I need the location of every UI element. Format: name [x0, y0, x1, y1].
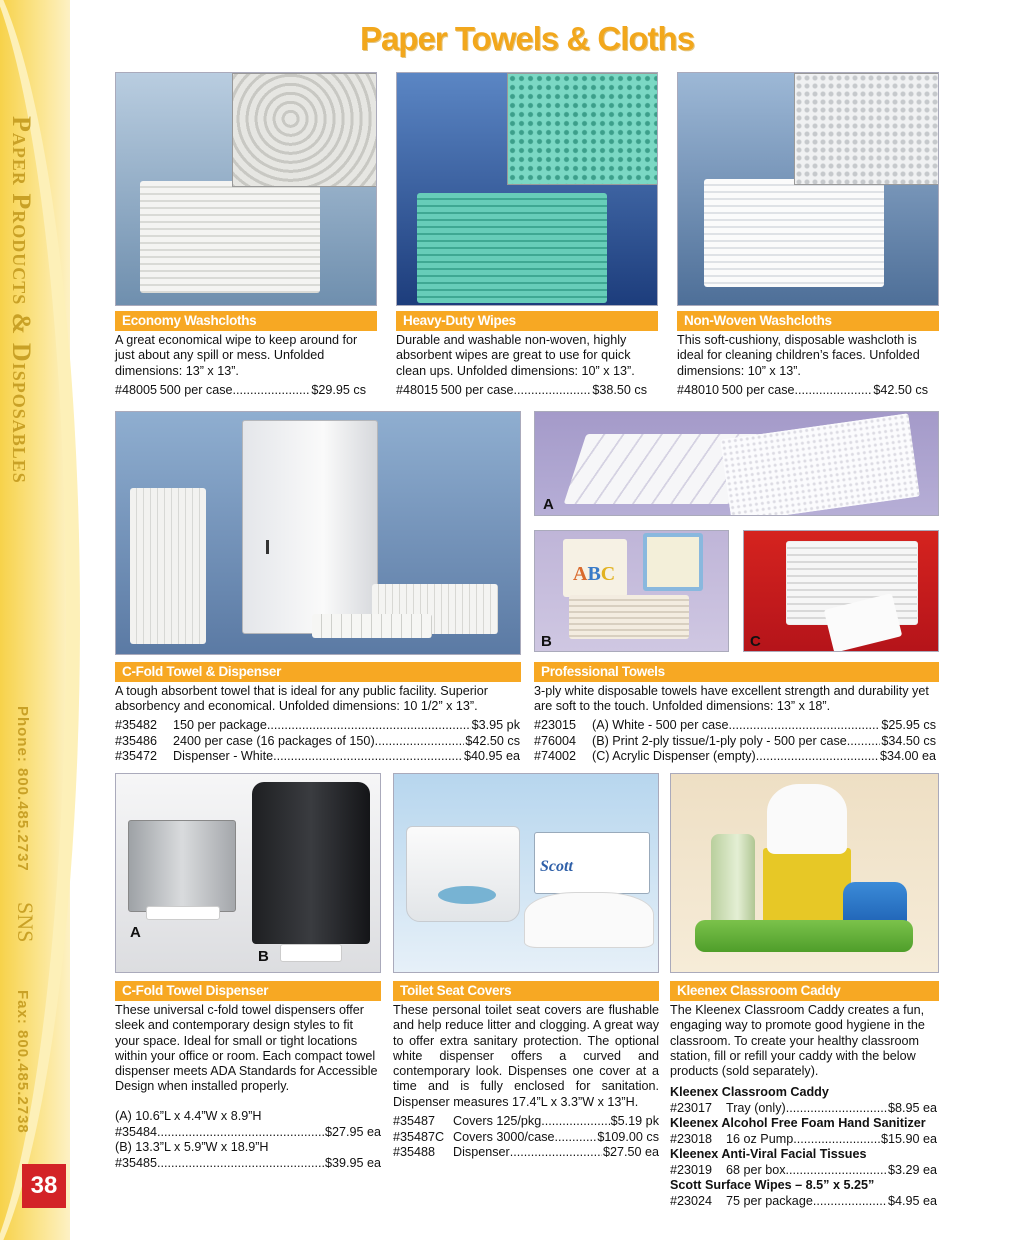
toilet-seat-title-bar: Toilet Seat Covers	[393, 981, 659, 1001]
kleenex-group-heading: Kleenex Classroom Caddy	[670, 1085, 829, 1099]
kleenex-group-heading: Kleenex Anti-Viral Facial Tissues	[670, 1147, 867, 1161]
item-desc: (A) White - 500 per case	[592, 718, 729, 732]
label-b: B	[258, 948, 269, 965]
kleenex-caddy-photo	[670, 773, 939, 973]
dispenser-description: These universal c-fold towel dispensers offer sleek and contemporary design styles to fit your space. Ideal for small or tight locations within your office or room. Each compact towel dispenser meets ADA Standards for Accessible Design when installed properly.	[115, 1003, 378, 1094]
item-desc: Tray (only)	[726, 1100, 786, 1115]
item-desc: Covers 125/pkg	[453, 1114, 542, 1128]
item-sku: #35472	[115, 749, 158, 763]
professional-item	[534, 718, 936, 734]
item-desc: Dispenser - White	[173, 749, 274, 763]
item-price: $3.29 ea	[887, 1162, 937, 1177]
economy-title-bar: Economy Washcloths	[115, 311, 377, 331]
item-price: $34.00 ea	[879, 749, 936, 763]
page-title: Paper Towels & Cloths	[359, 20, 695, 57]
toilet-seat-item	[393, 1114, 659, 1130]
non-woven-item	[677, 383, 928, 399]
professional-photo-b: ABC B	[534, 530, 729, 652]
item-sku: #48015	[396, 383, 439, 397]
item-desc: Covers 3000/case	[453, 1129, 555, 1144]
item-price: $27.95 ea	[324, 1124, 381, 1139]
c-fold-item	[115, 734, 520, 750]
item-sku: #23019	[670, 1162, 713, 1177]
c-fold-item-list	[115, 718, 520, 765]
item-price: $38.50 cs	[592, 383, 647, 397]
professional-title-bar: Professional Towels	[534, 662, 939, 682]
dispenser-dimension-b: (B) 13.3”L x 5.9”W x 18.9”H	[115, 1140, 269, 1154]
item-sku: #48005	[115, 383, 158, 397]
item-desc: 75 per package	[726, 1193, 813, 1208]
item-sku: #35487C	[393, 1129, 445, 1144]
dispenser-dimension-a: (A) 10.6”L x 4.4”W x 8.9”H	[115, 1109, 262, 1123]
kleenex-group-heading: Scott Surface Wipes – 8.5” x 5.25”	[670, 1178, 875, 1192]
kleenex-item-list	[670, 1085, 937, 1209]
item-desc: (B) Print 2-ply tissue/1-ply poly - 500 per case	[592, 733, 847, 748]
item-sku: #35487	[393, 1114, 436, 1128]
item-price: $39.95 ea	[324, 1155, 381, 1170]
kleenex-item	[670, 1101, 937, 1117]
non-woven-title-bar: Non-Woven Washcloths	[677, 311, 939, 331]
item-sku: #35484	[115, 1124, 158, 1139]
c-fold-description: A tough absorbent towel that is ideal for any public facility. Superior absorbency and economical. Unfolded dimensions: 10 1/2” x 13”.	[115, 684, 488, 714]
economy-item	[115, 383, 366, 399]
item-price: $29.95 cs	[311, 383, 366, 397]
item-desc: 150 per package	[173, 718, 267, 732]
economy-description: A great economical wipe to keep around for just about any spill or mess. Unfolded dimensions: 13” x 13”.	[115, 333, 358, 378]
item-sku: #74002	[534, 749, 577, 763]
heavy-duty-title-bar: Heavy-Duty Wipes	[396, 311, 658, 331]
dispenser-item	[115, 1156, 381, 1172]
professional-item	[534, 734, 936, 750]
kleenex-group-heading: Kleenex Alcohol Free Foam Hand Sanitizer	[670, 1116, 926, 1130]
item-desc: 2400 per case (16 packages of 150)	[173, 733, 375, 748]
heavy-duty-description: Durable and washable non-woven, highly absorbent wipes are great to use for quick clean ups. Unfolded dimensions: 10” x 13”.	[396, 333, 635, 378]
heavy-duty-photo	[396, 72, 658, 306]
toilet-seat-item	[393, 1145, 659, 1161]
side-band	[0, 0, 96, 1240]
item-price: $15.90 ea	[880, 1131, 937, 1146]
non-woven-description: This soft-cushiony, disposable washcloth is ideal for cleaning children’s faces. Unfolded dimensions: 10” x 13”.	[677, 333, 920, 378]
label-a: A	[543, 496, 554, 513]
item-price: $27.50 ea	[602, 1145, 659, 1159]
item-price: $40.95 ea	[463, 749, 520, 763]
dispenser-item-list	[115, 1109, 381, 1171]
side-logo: SNS	[13, 902, 38, 943]
toilet-box-brand: Scott	[540, 858, 573, 875]
item-sku: #23017	[670, 1100, 713, 1115]
economy-photo	[115, 72, 377, 306]
side-fax: Fax: 800.485.2738	[14, 990, 31, 1134]
item-desc: 500 per case	[159, 383, 233, 397]
kleenex-title-bar: Kleenex Classroom Caddy	[670, 981, 939, 1001]
toilet-seat-item-list	[393, 1114, 659, 1161]
dispenser-item	[115, 1125, 381, 1141]
item-price: $5.19 pk	[610, 1114, 659, 1128]
item-sku: #23024	[670, 1193, 713, 1208]
page-number: 38	[22, 1164, 66, 1208]
item-sku: #76004	[534, 733, 577, 748]
c-fold-item	[115, 718, 520, 734]
item-price: $25.95 cs	[881, 718, 936, 732]
kleenex-item	[670, 1132, 937, 1148]
item-desc: 16 oz Pump	[726, 1131, 794, 1146]
professional-description: 3-ply white disposable towels have excellent strength and durability yet are soft to the touch. Unfolded dimensions: 13” x 18”.	[534, 684, 929, 714]
label-b: B	[541, 633, 552, 650]
item-sku: #48010	[677, 383, 720, 397]
item-desc: 68 per box	[726, 1162, 786, 1177]
item-price: $109.00 cs	[597, 1129, 659, 1144]
kleenex-item	[670, 1163, 937, 1179]
toilet-seat-item	[393, 1130, 659, 1146]
item-sku: #23018	[670, 1131, 713, 1146]
item-sku: #35482	[115, 718, 158, 732]
kleenex-description: The Kleenex Classroom Caddy creates a fun, engaging way to promote good hygiene in the classroom. To create your healthy classroom station, fill or refill your caddy with the below products (sold separately).	[670, 1003, 925, 1079]
non-woven-photo	[677, 72, 939, 306]
toilet-seat-photo	[393, 773, 659, 973]
item-desc: 500 per case	[721, 383, 795, 397]
item-price: $4.95 ea	[887, 1193, 937, 1208]
item-desc: Dispenser	[453, 1145, 510, 1159]
professional-item-list	[534, 718, 936, 765]
dispenser-photo	[115, 773, 381, 973]
item-sku: #35486	[115, 733, 158, 748]
toilet-seat-description: These personal toilet seat covers are flushable and help reduce litter and clogging. A great way to offer extra sanitary protection. The optional white dispenser offers a curved and contemporary look. Dispenses one cover at a time and is fully enclosed for sanitation. Dispenser measures 17.4”L x 3.3”W x 13”H.	[393, 1003, 659, 1109]
item-price: $3.95 pk	[471, 718, 520, 732]
c-fold-item	[115, 749, 520, 765]
professional-photo-c	[743, 530, 939, 652]
side-phone: Phone: 800.485.2737	[14, 706, 31, 872]
item-price: $8.95 ea	[887, 1100, 937, 1115]
c-fold-photo	[115, 411, 521, 655]
item-sku: #35485	[115, 1155, 158, 1170]
item-desc: 500 per case	[440, 383, 514, 397]
c-fold-title-bar: C-Fold Towel & Dispenser	[115, 662, 521, 682]
professional-photo-a	[534, 411, 939, 516]
label-c: C	[750, 633, 761, 650]
item-desc: (C) Acrylic Dispenser (empty)	[592, 749, 756, 763]
item-sku: #35488	[393, 1145, 436, 1159]
item-price: $42.50 cs	[465, 733, 520, 748]
side-category: Paper Products & Disposables	[7, 116, 36, 484]
item-sku: #23015	[534, 718, 577, 732]
item-price: $42.50 cs	[873, 383, 928, 397]
kleenex-item	[670, 1194, 937, 1210]
heavy-duty-item	[396, 383, 647, 399]
dispenser-title-bar: C-Fold Towel Dispenser	[115, 981, 381, 1001]
professional-item	[534, 749, 936, 765]
label-a: A	[130, 924, 141, 941]
item-price: $34.50 cs	[881, 733, 936, 748]
